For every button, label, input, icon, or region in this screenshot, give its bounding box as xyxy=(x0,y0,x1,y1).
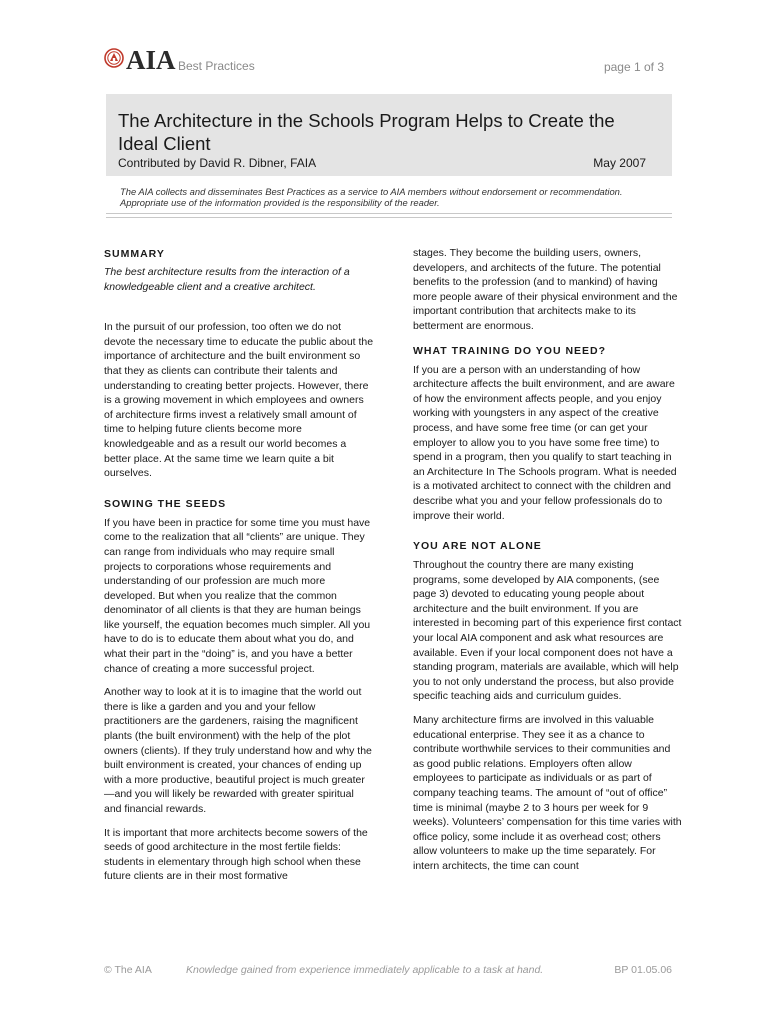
footer-copyright: © The AIA xyxy=(104,964,152,976)
footer-tagline: Knowledge gained from experience immediately applicable to a task at hand. xyxy=(186,964,544,976)
not-alone-paragraph-1: Throughout the country there are many existing programs, some developed by AIA components, (see page 3) devoted to educating young people about architecture and the built environment. If you are interested in becoming part of this experience first contact your local AIA component and ask what resources are available. Even if your local component does not have a standing program, materials are available, which will help you to not only understand the process, but also provide specific teaching aids and curriculum guides. xyxy=(413,559,682,703)
sowing-paragraph-3: It is important that more architects become sowers of the seeds of good architecture in the most fertile fields: students in elementary through high school when these future clients are in their most formative xyxy=(104,826,368,883)
footer-code: BP 01.05.06 xyxy=(614,964,672,976)
disclaimer: The AIA collects and disseminates Best Practices as a service to AIA members without endorsement or recommendation. Appropriate use of the information provided is the responsibility of the reader. xyxy=(120,186,623,208)
page-number: page 1 of 3 xyxy=(603,60,664,74)
continued-paragraph: stages. They become the building users, owners, developers, and architects of the future. The potential benefits to the profession (and to mankind) of having more people aware of their physical environment and the important contribution that architects make to its betterment are enormous. xyxy=(413,247,678,332)
training-heading: WHAT TRAINING DO YOU NEED? xyxy=(413,344,607,357)
document-title: The Architecture in the Schools Program Helps to Create the Ideal Client xyxy=(118,110,615,154)
summary-text: The best architecture results from the interaction of a knowledgeable client and a creative architect. xyxy=(104,266,350,293)
left-column xyxy=(104,247,374,884)
right-column xyxy=(413,246,683,874)
sowing-paragraph-1: If you have been in practice for some time you must have come to the realization that all “clients” are unique. They can range from individuals who may require small projects to corporations whose requirements and understanding of our profession are much more developed. But when you realize that the common denominator of all clients is that they are human beings like yourself, the equation becomes much simpler. All you have to do is to educate them about what you do, and what their part in the “doing” is, and you have a better chance of creating a more successful project. xyxy=(104,516,371,675)
section-label: Best Practices xyxy=(178,59,255,73)
contributor-line: Contributed by David R. Dibner, FAIA xyxy=(118,156,317,170)
publication-date: May 2007 xyxy=(593,156,646,170)
training-paragraph: If you are a person with an understanding of how architecture affects the built environment, and are aware of how the environment affects people, and you enjoy working with youngsters in any aspect of the creative process, and have some free time (or can get your employer to allow you to you have some free time) to spend in a program, then you qualify to start teaching in an Architecture In The Schools program. What is needed is a motivated architect to connect with the children and describe what you and your fellow professionals do to improve their world. xyxy=(413,363,677,522)
divider-bottom xyxy=(106,217,672,218)
sowing-heading: SOWING THE SEEDS xyxy=(104,497,227,510)
summary-heading: SUMMARY xyxy=(104,248,165,260)
divider-top xyxy=(106,213,672,214)
intro-paragraph: In the pursuit of our profession, too often we do not devote the necessary time to educate the public about the importance of architecture and the built environment so that they as clients can contribute their talents and understanding to creating better projects. However, there is a growing movement in which employees and owners of architecture firms invest a relatively small amount of time to helping future clients become more knowledgeable and as a result our world becomes a better place. At the same time we learn quite a bit ourselves. xyxy=(104,321,374,480)
logo-wordmark: AIA xyxy=(126,45,176,75)
not-alone-paragraph-2: Many architecture firms are involved in this valuable educational enterprise. They see it as a chance to contribute worthwhile services to their communities and as good public relations. Employers often allow employees to participate as individuals or as part of company teaching teams. The amount of “out of office” time is minimal (maybe 2 to 3 hours per week for 9 weeks). Volunteers’ compensation for this time varies with office policy, some include it as overhead cost; others allow volunteers to make up the time separately. For intern architects, the time can count xyxy=(413,714,682,872)
aia-logo xyxy=(104,46,180,74)
aia-seal-icon xyxy=(104,48,124,68)
title-box xyxy=(106,94,672,176)
not-alone-heading: YOU ARE NOT ALONE xyxy=(413,540,542,553)
sowing-paragraph-2: Another way to look at it is to imagine that the world out there is like a garden and you and your fellow practitioners are the gardeners, raising the magnificent plants (the built environment) with the help of the plot owners (clients). If they truly understand how and why the built environment is created, your chances of ending up with a more productive, beautiful project is much greater—and you will likely be rewarded with greater spiritual and financial rewards. xyxy=(104,686,372,815)
